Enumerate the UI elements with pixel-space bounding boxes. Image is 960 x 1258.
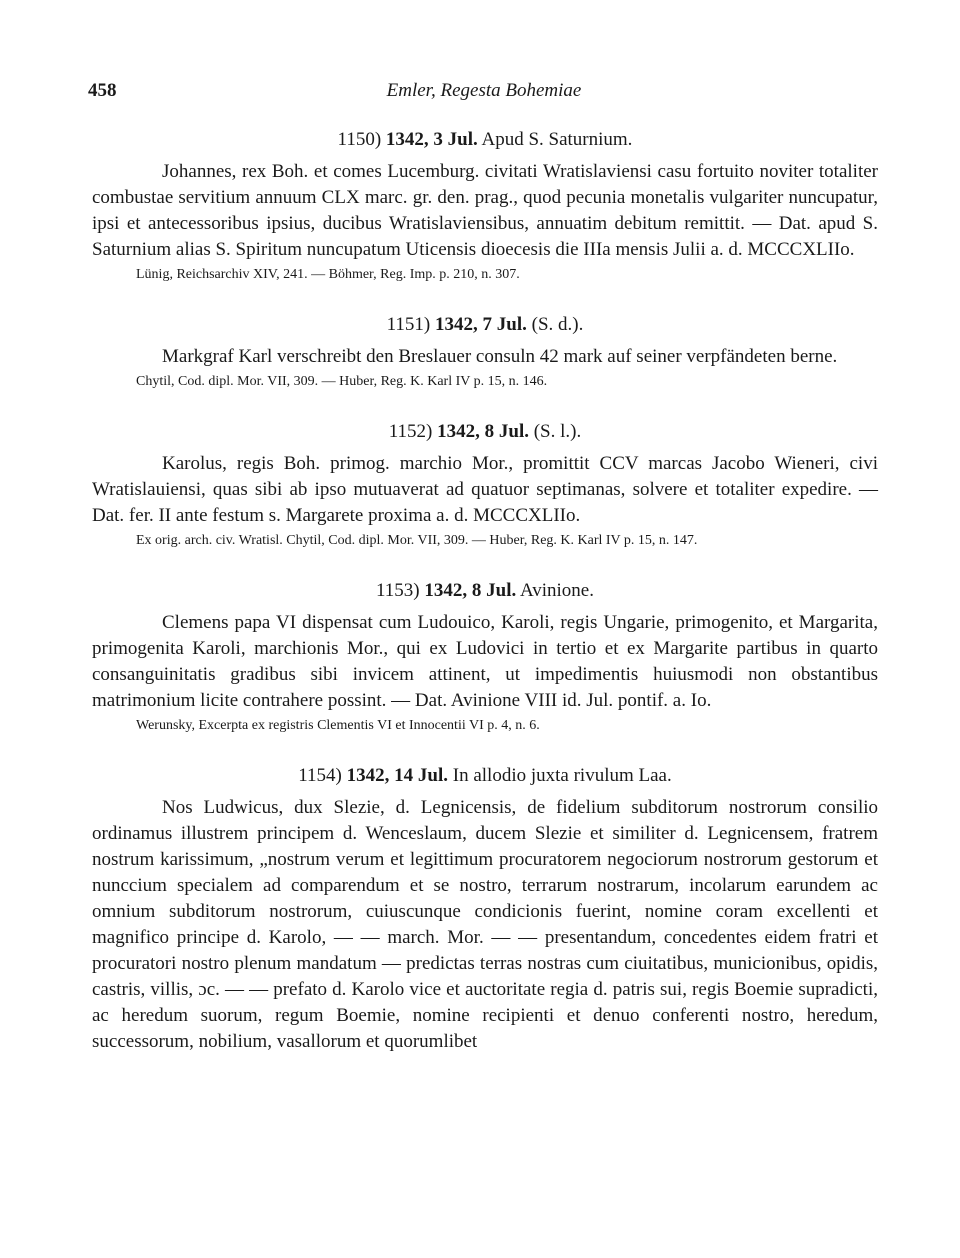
entry-place: Apud S. Saturnium.: [481, 129, 633, 150]
entry-body: Karolus, regis Boh. primog. marchio Mor., promittit CCV marcas Jacobo Wieneri, civi Wratislauiensi, quas sibi ab ipso mutuaverat ad quatuor septimanas, solvere et totaliter expedire. — Dat. fer. II ante festum s. Margarete proxima a. d. MCCCXLIIo.: [92, 453, 878, 526]
entry-heading: [92, 577, 878, 605]
entry-source: Werunsky, Excerpta ex registris Clementis VI et Innocentii VI p. 4, n. 6.: [136, 718, 540, 733]
entry-source: Lünig, Reichsarchiv XIV, 241. — Böhmer, Reg. Imp. p. 210, n. 307.: [136, 267, 520, 282]
entry-date: 1342, 7 Jul.: [435, 314, 527, 335]
page-header: [88, 80, 880, 110]
running-head: Emler, Regesta Bohemiae: [386, 80, 582, 101]
entry-number: 1153): [376, 580, 420, 601]
entry-date: 1342, 8 Jul.: [437, 421, 529, 442]
entry-place: Avinione.: [519, 580, 594, 601]
entry-number: 1150): [337, 129, 382, 150]
entry-date: 1342, 3 Jul.: [385, 129, 478, 150]
entry-body: Markgraf Karl verschreibt den Breslauer consuln 42 mark auf seiner verpfändeten berne.: [162, 346, 838, 367]
entry-number: 1152): [388, 421, 433, 442]
entry-number: 1151): [386, 314, 431, 335]
entry-heading: [92, 126, 878, 154]
regest-entry-1152: [92, 418, 878, 551]
entry-heading: [92, 762, 878, 790]
entry-number: 1154): [298, 765, 342, 786]
regest-entry-1153: [92, 577, 878, 736]
entry-body: Clemens papa VI dispensat cum Ludouico, Karoli, regis Ungarie, primogenito, et Margarita, primogenita Karoli, marchionis Mor., qui ex Ludovici in tertio et ex Margarite partibus in quarto consanguinitatis gradibus sibi invicem attinent, ut impedimentis huiusmodi non obstantibus matrimonium licite contrahere possint. — Dat. Avinione VIII id. Jul. pontif. a. Io.: [92, 612, 878, 711]
entry-place: (S. d.).: [531, 314, 584, 335]
entry-body: Nos Ludwicus, dux Slezie, d. Legnicensis, de fidelium subditorum nostrorum consilio ordinamus illustrem principem d. Wenceslaum, ducem Slezie et similiter d. Legnicensem, fratrem nostrum karissimum, „nostrum verum et legittimum procuratorem negociorum nostrorum gestorum et nunccium specialem ad comparendum et se nostro, terrarum nostrarum, incolarum earundem ac omnium subditorum nostrorum, cuiuscunque condicionis fuerint, nomine coram excellenti et magnifico principe d. Karolo, — — march. Mor. — — presentandum, concedentes eidem fratri et procuratori nostro plenum mandatum — predictas terras nostras cum ciuitatibus, municionibus, opidis, castris, villis, ɔc. — — prefato d. Karolo vice et auctoritate regia d. patris sui, regis Boemie supradicti, ac heredum suorum, regum Boemie, nomine recipienti et denuo conferenti nostro, heredum, successorum, nobilium, vasallorum et quorumlibet: [92, 797, 878, 1052]
entry-source: Ex orig. arch. civ. Wratisl. Chytil, Cod. dipl. Mor. VII, 309. — Huber, Reg. K. Karl IV p. 15, n. 147.: [136, 533, 698, 548]
entry-place: (S. l.).: [533, 421, 582, 442]
entry-body: Johannes, rex Boh. et comes Lucemburg. civitati Wratislaviensi casu fortuito noviter totaliter combustae servitium annuum CLX marc. gr. den. prag., quod pecunia monetalis vulgariter nuncupatur, ipsi et antecessoribus ipsius, ducibus Wratislaviensibus, annuatim debitum remittit. — Dat. apud S. Saturnium alias S. Spiritum nuncupatum Uticensis dioecesis die IIIa mensis Julii a. d. MCCCXLIIo.: [92, 161, 878, 260]
entry-place: In allodio juxta rivulum Laa.: [452, 765, 672, 786]
page-content: [92, 126, 878, 1081]
regest-entry-1154: [92, 762, 878, 1055]
entry-date: 1342, 8 Jul.: [424, 580, 517, 601]
entry-heading: [92, 418, 878, 446]
entry-date: 1342, 14 Jul.: [346, 765, 448, 786]
entry-heading: [92, 311, 878, 339]
page-number: 458: [88, 80, 117, 101]
regest-entry-1151: [92, 311, 878, 392]
regest-entry-1150: [92, 126, 878, 285]
entry-source: Chytil, Cod. dipl. Mor. VII, 309. — Huber, Reg. K. Karl IV p. 15, n. 146.: [136, 374, 548, 389]
